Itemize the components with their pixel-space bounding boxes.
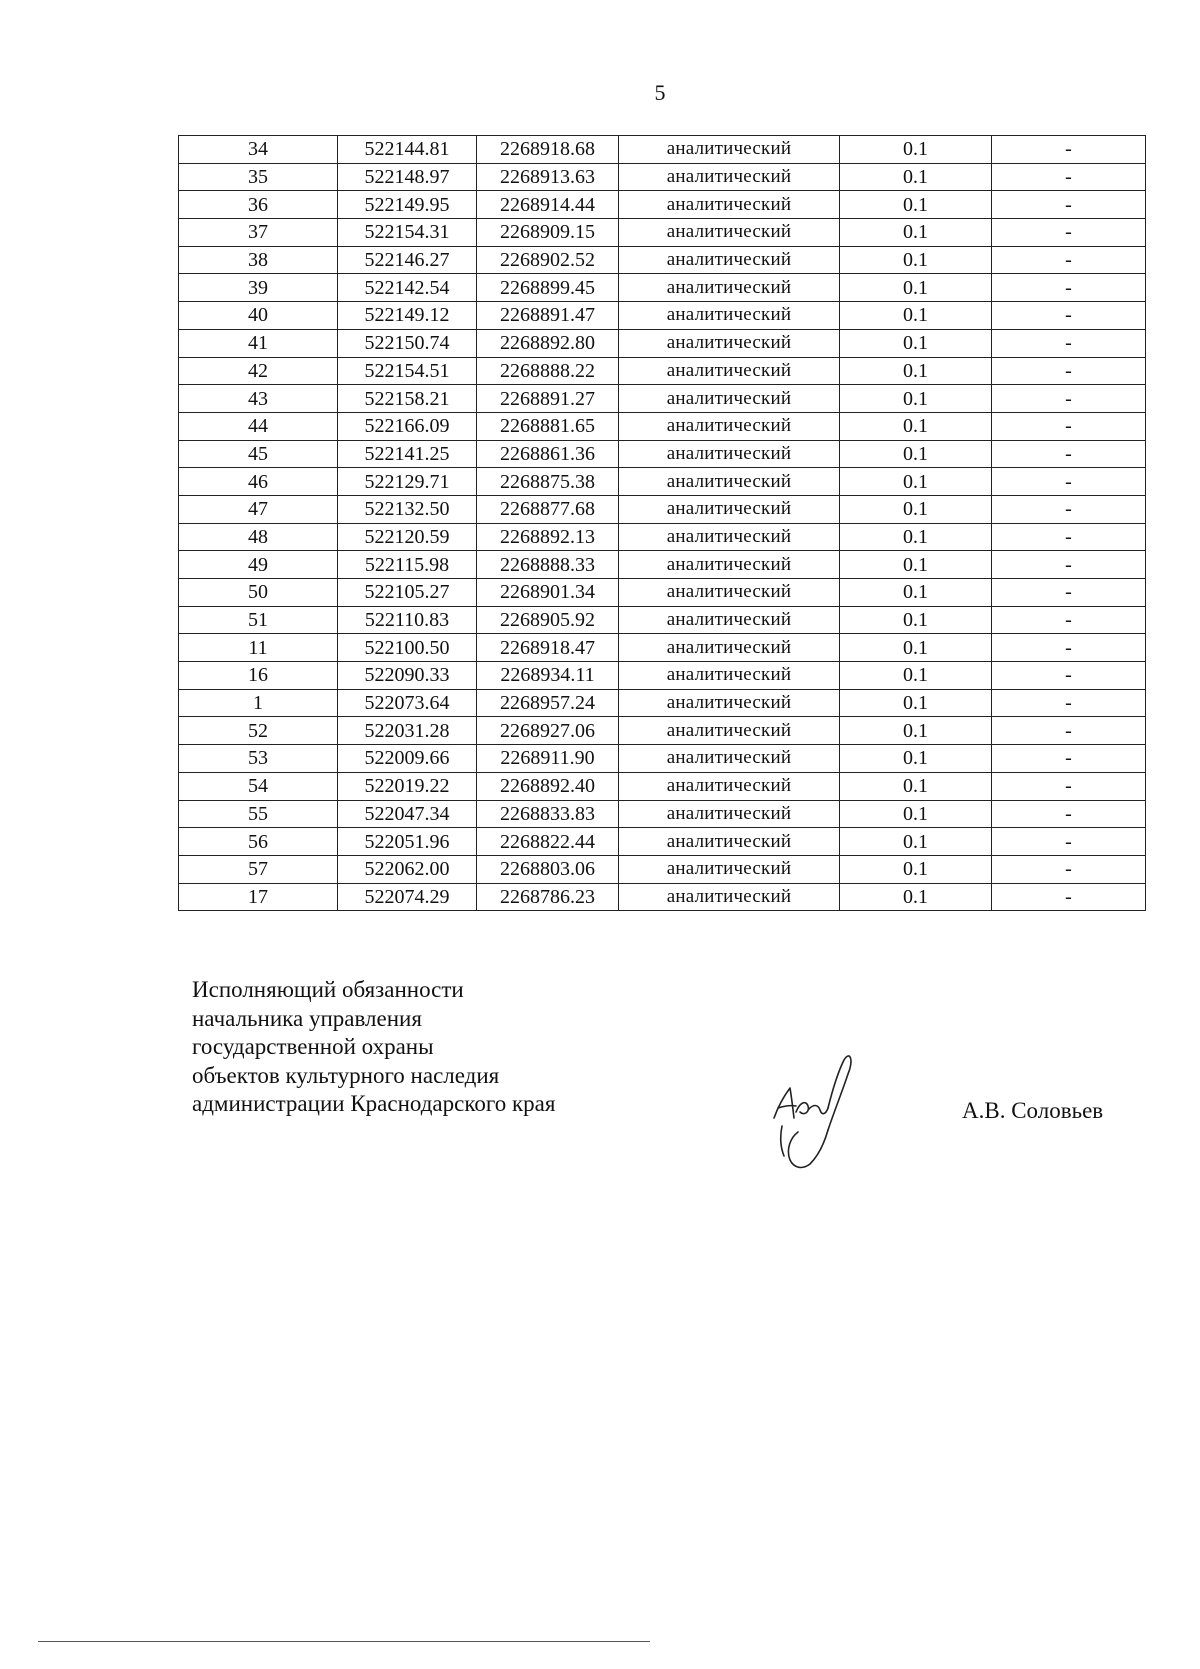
method-cell: аналитический — [619, 412, 840, 440]
accuracy-cell: 0.1 — [840, 523, 992, 551]
point-number-cell: 35 — [179, 163, 338, 191]
accuracy-cell: 0.1 — [840, 717, 992, 745]
x-coordinate-cell: 522142.54 — [338, 274, 477, 302]
table-row — [179, 302, 1146, 330]
y-coordinate-cell: 2268803.06 — [477, 855, 619, 883]
table-row — [179, 745, 1146, 773]
point-number-cell: 36 — [179, 191, 338, 219]
y-coordinate-cell: 2268861.36 — [477, 440, 619, 468]
accuracy-cell: 0.1 — [840, 163, 992, 191]
method-cell: аналитический — [619, 191, 840, 219]
x-coordinate-cell: 522047.34 — [338, 800, 477, 828]
method-cell: аналитический — [619, 136, 840, 164]
accuracy-cell: 0.1 — [840, 440, 992, 468]
y-coordinate-cell: 2268918.68 — [477, 136, 619, 164]
y-coordinate-cell: 2268891.27 — [477, 385, 619, 413]
signatory-title-line: государственной охраны — [192, 1034, 434, 1059]
handwritten-signature — [768, 1052, 863, 1177]
method-cell: аналитический — [619, 579, 840, 607]
method-cell: аналитический — [619, 800, 840, 828]
x-coordinate-cell: 522009.66 — [338, 745, 477, 773]
x-coordinate-cell: 522110.83 — [338, 606, 477, 634]
point-number-cell: 48 — [179, 523, 338, 551]
x-coordinate-cell: 522166.09 — [338, 412, 477, 440]
point-number-cell: 50 — [179, 579, 338, 607]
point-number-cell: 44 — [179, 412, 338, 440]
x-coordinate-cell: 522141.25 — [338, 440, 477, 468]
accuracy-cell: 0.1 — [840, 662, 992, 690]
note-cell: - — [992, 772, 1146, 800]
point-number-cell: 54 — [179, 772, 338, 800]
point-number-cell: 1 — [179, 689, 338, 717]
y-coordinate-cell: 2268913.63 — [477, 163, 619, 191]
accuracy-cell: 0.1 — [840, 634, 992, 662]
note-cell: - — [992, 717, 1146, 745]
x-coordinate-cell: 522031.28 — [338, 717, 477, 745]
y-coordinate-cell: 2268918.47 — [477, 634, 619, 662]
point-number-cell: 42 — [179, 357, 338, 385]
point-number-cell: 39 — [179, 274, 338, 302]
accuracy-cell: 0.1 — [840, 606, 992, 634]
accuracy-cell: 0.1 — [840, 579, 992, 607]
accuracy-cell: 0.1 — [840, 468, 992, 496]
point-number-cell: 45 — [179, 440, 338, 468]
point-number-cell: 11 — [179, 634, 338, 662]
accuracy-cell: 0.1 — [840, 745, 992, 773]
table-row — [179, 634, 1146, 662]
point-number-cell: 57 — [179, 855, 338, 883]
table-row — [179, 523, 1146, 551]
point-number-cell: 38 — [179, 246, 338, 274]
page-number: 5 — [654, 80, 666, 105]
y-coordinate-cell: 2268914.44 — [477, 191, 619, 219]
point-number-cell: 49 — [179, 551, 338, 579]
y-coordinate-cell: 2268957.24 — [477, 689, 619, 717]
x-coordinate-cell: 522105.27 — [338, 579, 477, 607]
x-coordinate-cell: 522149.12 — [338, 302, 477, 330]
y-coordinate-cell: 2268892.80 — [477, 329, 619, 357]
accuracy-cell: 0.1 — [840, 329, 992, 357]
method-cell: аналитический — [619, 440, 840, 468]
table-row — [179, 136, 1146, 164]
accuracy-cell: 0.1 — [840, 412, 992, 440]
signatory-title-line: Исполняющий обязанности — [192, 977, 464, 1002]
point-number-cell: 17 — [179, 883, 338, 911]
method-cell: аналитический — [619, 855, 840, 883]
note-cell: - — [992, 329, 1146, 357]
note-cell: - — [992, 219, 1146, 247]
table-row — [179, 883, 1146, 911]
point-number-cell: 43 — [179, 385, 338, 413]
note-cell: - — [992, 136, 1146, 164]
coordinates-table — [178, 135, 1146, 911]
note-cell: - — [992, 191, 1146, 219]
method-cell: аналитический — [619, 385, 840, 413]
table-row — [179, 468, 1146, 496]
method-cell: аналитический — [619, 246, 840, 274]
note-cell: - — [992, 274, 1146, 302]
x-coordinate-cell: 522073.64 — [338, 689, 477, 717]
x-coordinate-cell: 522144.81 — [338, 136, 477, 164]
accuracy-cell: 0.1 — [840, 246, 992, 274]
method-cell: аналитический — [619, 495, 840, 523]
y-coordinate-cell: 2268877.68 — [477, 495, 619, 523]
y-coordinate-cell: 2268909.15 — [477, 219, 619, 247]
table-row — [179, 329, 1146, 357]
table-row — [179, 412, 1146, 440]
table-row — [179, 606, 1146, 634]
table-row — [179, 191, 1146, 219]
accuracy-cell: 0.1 — [840, 302, 992, 330]
table-row — [179, 357, 1146, 385]
x-coordinate-cell: 522149.95 — [338, 191, 477, 219]
accuracy-cell: 0.1 — [840, 800, 992, 828]
point-number-cell: 56 — [179, 828, 338, 856]
footer-rule — [38, 1641, 650, 1642]
table-row — [179, 495, 1146, 523]
y-coordinate-cell: 2268934.11 — [477, 662, 619, 690]
table-row — [179, 689, 1146, 717]
y-coordinate-cell: 2268888.33 — [477, 551, 619, 579]
note-cell: - — [992, 800, 1146, 828]
y-coordinate-cell: 2268875.38 — [477, 468, 619, 496]
note-cell: - — [992, 440, 1146, 468]
method-cell: аналитический — [619, 883, 840, 911]
y-coordinate-cell: 2268881.65 — [477, 412, 619, 440]
y-coordinate-cell: 2268902.52 — [477, 246, 619, 274]
note-cell: - — [992, 634, 1146, 662]
x-coordinate-cell: 522154.51 — [338, 357, 477, 385]
note-cell: - — [992, 745, 1146, 773]
note-cell: - — [992, 662, 1146, 690]
y-coordinate-cell: 2268892.13 — [477, 523, 619, 551]
table-row — [179, 772, 1146, 800]
accuracy-cell: 0.1 — [840, 772, 992, 800]
method-cell: аналитический — [619, 302, 840, 330]
note-cell: - — [992, 357, 1146, 385]
y-coordinate-cell: 2268822.44 — [477, 828, 619, 856]
y-coordinate-cell: 2268899.45 — [477, 274, 619, 302]
point-number-cell: 55 — [179, 800, 338, 828]
method-cell: аналитический — [619, 606, 840, 634]
note-cell: - — [992, 523, 1146, 551]
signatory-title — [192, 976, 555, 1119]
y-coordinate-cell: 2268891.47 — [477, 302, 619, 330]
point-number-cell: 51 — [179, 606, 338, 634]
accuracy-cell: 0.1 — [840, 219, 992, 247]
point-number-cell: 41 — [179, 329, 338, 357]
table-row — [179, 800, 1146, 828]
method-cell: аналитический — [619, 634, 840, 662]
table-row — [179, 163, 1146, 191]
y-coordinate-cell: 2268833.83 — [477, 800, 619, 828]
note-cell: - — [992, 606, 1146, 634]
accuracy-cell: 0.1 — [840, 191, 992, 219]
note-cell: - — [992, 495, 1146, 523]
x-coordinate-cell: 522074.29 — [338, 883, 477, 911]
accuracy-cell: 0.1 — [840, 689, 992, 717]
x-coordinate-cell: 522115.98 — [338, 551, 477, 579]
x-coordinate-cell: 522148.97 — [338, 163, 477, 191]
point-number-cell: 53 — [179, 745, 338, 773]
table-row — [179, 717, 1146, 745]
x-coordinate-cell: 522019.22 — [338, 772, 477, 800]
x-coordinate-cell: 522062.00 — [338, 855, 477, 883]
note-cell: - — [992, 551, 1146, 579]
y-coordinate-cell: 2268888.22 — [477, 357, 619, 385]
x-coordinate-cell: 522132.50 — [338, 495, 477, 523]
table-row — [179, 828, 1146, 856]
note-cell: - — [992, 828, 1146, 856]
x-coordinate-cell: 522100.50 — [338, 634, 477, 662]
point-number-cell: 47 — [179, 495, 338, 523]
x-coordinate-cell: 522150.74 — [338, 329, 477, 357]
signatory-title-line: начальника управления — [192, 1005, 422, 1031]
point-number-cell: 16 — [179, 662, 338, 690]
y-coordinate-cell: 2268927.06 — [477, 717, 619, 745]
method-cell: аналитический — [619, 745, 840, 773]
x-coordinate-cell: 522051.96 — [338, 828, 477, 856]
table-row — [179, 662, 1146, 690]
table-body — [179, 136, 1146, 911]
accuracy-cell: 0.1 — [840, 495, 992, 523]
note-cell: - — [992, 246, 1146, 274]
point-number-cell: 34 — [179, 136, 338, 164]
table-row — [179, 246, 1146, 274]
accuracy-cell: 0.1 — [840, 855, 992, 883]
x-coordinate-cell: 522090.33 — [338, 662, 477, 690]
method-cell: аналитический — [619, 329, 840, 357]
method-cell: аналитический — [619, 163, 840, 191]
method-cell: аналитический — [619, 689, 840, 717]
table-row — [179, 219, 1146, 247]
accuracy-cell: 0.1 — [840, 385, 992, 413]
signer-name: А.В. Соловьев — [962, 1098, 1104, 1123]
y-coordinate-cell: 2268901.34 — [477, 579, 619, 607]
note-cell: - — [992, 689, 1146, 717]
method-cell: аналитический — [619, 551, 840, 579]
note-cell: - — [992, 579, 1146, 607]
table-row — [179, 579, 1146, 607]
point-number-cell: 52 — [179, 717, 338, 745]
note-cell: - — [992, 883, 1146, 911]
table-row — [179, 551, 1146, 579]
note-cell: - — [992, 302, 1146, 330]
method-cell: аналитический — [619, 828, 840, 856]
x-coordinate-cell: 522120.59 — [338, 523, 477, 551]
method-cell: аналитический — [619, 219, 840, 247]
method-cell: аналитический — [619, 274, 840, 302]
accuracy-cell: 0.1 — [840, 274, 992, 302]
signatory-title-line: объектов культурного наследия — [192, 1062, 500, 1088]
accuracy-cell: 0.1 — [840, 883, 992, 911]
y-coordinate-cell: 2268892.40 — [477, 772, 619, 800]
x-coordinate-cell: 522146.27 — [338, 246, 477, 274]
accuracy-cell: 0.1 — [840, 828, 992, 856]
note-cell: - — [992, 855, 1146, 883]
method-cell: аналитический — [619, 717, 840, 745]
x-coordinate-cell: 522158.21 — [338, 385, 477, 413]
method-cell: аналитический — [619, 523, 840, 551]
accuracy-cell: 0.1 — [840, 136, 992, 164]
point-number-cell: 40 — [179, 302, 338, 330]
table-row — [179, 440, 1146, 468]
method-cell: аналитический — [619, 468, 840, 496]
x-coordinate-cell: 522129.71 — [338, 468, 477, 496]
y-coordinate-cell: 2268786.23 — [477, 883, 619, 911]
method-cell: аналитический — [619, 662, 840, 690]
method-cell: аналитический — [619, 357, 840, 385]
note-cell: - — [992, 163, 1146, 191]
note-cell: - — [992, 385, 1146, 413]
table-row — [179, 855, 1146, 883]
method-cell: аналитический — [619, 772, 840, 800]
table-row — [179, 274, 1146, 302]
note-cell: - — [992, 468, 1146, 496]
signatory-title-line: администрации Краснодарского края — [192, 1091, 556, 1116]
y-coordinate-cell: 2268905.92 — [477, 606, 619, 634]
accuracy-cell: 0.1 — [840, 357, 992, 385]
point-number-cell: 37 — [179, 219, 338, 247]
point-number-cell: 46 — [179, 468, 338, 496]
note-cell: - — [992, 412, 1146, 440]
x-coordinate-cell: 522154.31 — [338, 219, 477, 247]
table-row — [179, 385, 1146, 413]
accuracy-cell: 0.1 — [840, 551, 992, 579]
y-coordinate-cell: 2268911.90 — [477, 745, 619, 773]
